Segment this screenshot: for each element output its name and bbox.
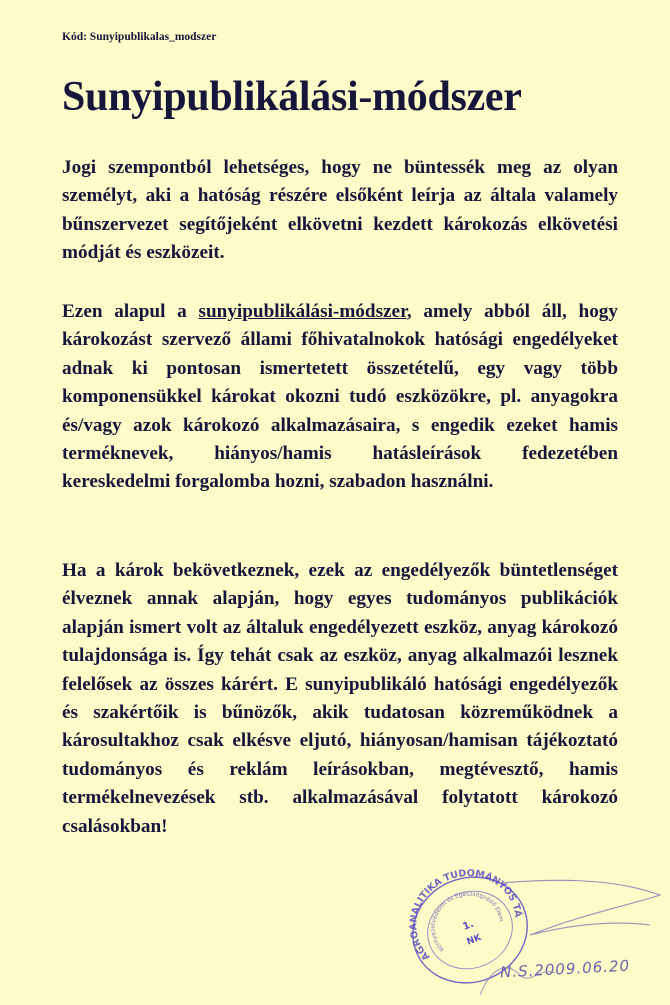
document-code: Kód: Sunyipublikalas_modszer (62, 31, 217, 43)
paragraph-2-body: , amely abból áll, hogy károkozást szervező állami főhivatalnokok hatósági engedélyeket adnak ki pontosan ismertetett összetételű, egy vagy több komponensükkel károkat okozni tudó eszközökre, pl. anyagokra és/vagy azok károkozó alkalmazásaira, s engedik ezeket hamis terméknevek, hiányos/hamis hatásleírások fedezetében kereskedelmi forgalomba hozni, szabadon használni. (62, 301, 618, 493)
stamp-inner-text: Környezetvédelmi és Egészségvédő Elemző (430, 891, 504, 952)
paragraph-2 (62, 298, 618, 497)
stamp-outer-text: AGROANALITIKA TUDOMÁNYOS TÁRSASÁG (408, 868, 524, 963)
method-term: sunyipublikálási-módszer (198, 301, 407, 322)
paragraph-2-intro: Ezen alapul a (62, 301, 199, 322)
signature-scribble (460, 875, 665, 1000)
document-title: Sunyipublikálási-módszer (62, 74, 522, 120)
paragraph-1: Jogi szempontból lehetséges, hogy ne büntessék meg az olyan személyt, aki a hatóság részére elsőként leírja az általa valamely bűnszervezet segítőjeként elkövetni kezdett károkozás elkövetési módját és eszközeit. (62, 157, 618, 264)
stamp-mark: NK (465, 932, 483, 948)
stamp-number: 1. (461, 918, 476, 933)
signature-date: N.S.2009.06.20 (499, 956, 631, 982)
paragraph-3: Ha a károk bekövetkeznek, ezek az engedélyezők büntetlenséget élveznek annak alapján, hogy egyes tudományos publikációk alapján ismert volt az általuk engedélyezett eszköz, anyag károkozó tulajdonsága is. Így tehát csak az eszköz, anyag alkalmazói lesznek felelősek az összes kárért. E sunyipublikáló hatósági engedélyezők és szakértőik is bűnözők, akik tudatosan közreműködnek a károsultakhoz csak elkésve eljutó, hiányosan/hamisan tájékoztató tudományos és reklám leírásokban, megtévesztő, hamis termékelnevezések stb. alkalmazásával folytatott károkozó csalásokban! (62, 560, 618, 837)
